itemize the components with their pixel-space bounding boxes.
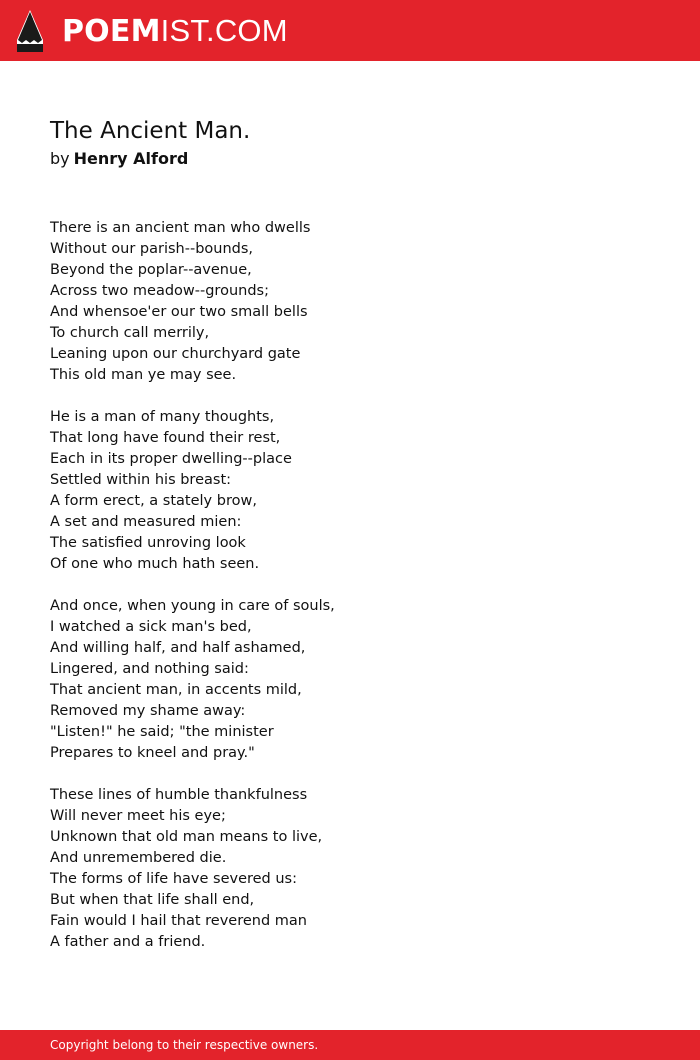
poem-line: But when that life shall end,	[50, 892, 255, 908]
poem-line: Removed my shame away:	[50, 703, 246, 719]
byline	[50, 148, 188, 170]
poem-line: To church call merrily,	[50, 325, 210, 341]
copyright-notice: Copyright belong to their respective owners.	[50, 1038, 319, 1052]
poem-line: Settled within his breast:	[50, 472, 232, 488]
poem-line: Each in its proper dwelling--place	[50, 451, 292, 467]
by-label: by	[50, 149, 70, 168]
poem-line: And whensoe'er our two small bells	[50, 304, 308, 320]
poem-stanza	[50, 596, 610, 764]
poem-line: These lines of humble thankfulness	[50, 787, 308, 803]
poem-line: Of one who much hath seen.	[50, 556, 260, 572]
poem-line: Without our parish--bounds,	[50, 241, 254, 257]
poem-line: Fain would I hail that reverend man	[50, 913, 307, 929]
site-header	[0, 0, 700, 61]
poem-line: A form erect, a stately brow,	[50, 493, 257, 509]
poem-line: He is a man of many thoughts,	[50, 409, 275, 425]
poem-line: Leaning upon our churchyard gate	[50, 346, 301, 362]
poem-title: The Ancient Man.	[50, 118, 251, 144]
poem-line: Prepares to kneel and pray."	[50, 745, 255, 761]
poem-line: That long have found their rest,	[50, 430, 281, 446]
logo-bold-part: POEM	[62, 14, 161, 49]
poem-line: Across two meadow--grounds;	[50, 283, 269, 299]
logo-light-part: IST.COM	[160, 13, 288, 48]
poem-stanza	[50, 218, 610, 386]
site-footer	[0, 1030, 700, 1060]
poem-line: This old man ye may see.	[50, 367, 237, 383]
poem-line: There is an ancient man who dwells	[50, 220, 311, 236]
poem-line: Will never meet his eye;	[50, 808, 226, 824]
poem-line: And willing half, and half ashamed,	[50, 640, 306, 656]
pencil-tip-icon[interactable]	[17, 10, 43, 52]
poem-line: The forms of life have severed us:	[50, 871, 297, 887]
poem-line: And once, when young in care of souls,	[50, 598, 335, 614]
poem-line: I watched a sick man's bed,	[50, 619, 252, 635]
poem-line: Unknown that old man means to live,	[50, 829, 323, 845]
poem-line: Lingered, and nothing said:	[50, 661, 249, 677]
poem-body	[50, 218, 610, 974]
poem-line: A set and measured mien:	[50, 514, 242, 530]
poem-line: And unremembered die.	[50, 850, 227, 866]
poem-line: Beyond the poplar--avenue,	[50, 262, 252, 278]
poem-line: "Listen!" he said; "the minister	[50, 724, 274, 740]
author-name[interactable]: Henry Alford	[73, 149, 189, 168]
poem-line: The satisfied unroving look	[50, 535, 246, 551]
poem-stanza	[50, 785, 610, 953]
poem-line: A father and a friend.	[50, 934, 206, 950]
poem-stanza	[50, 407, 610, 575]
poem-line: That ancient man, in accents mild,	[50, 682, 302, 698]
site-logo-text[interactable]	[62, 10, 288, 52]
